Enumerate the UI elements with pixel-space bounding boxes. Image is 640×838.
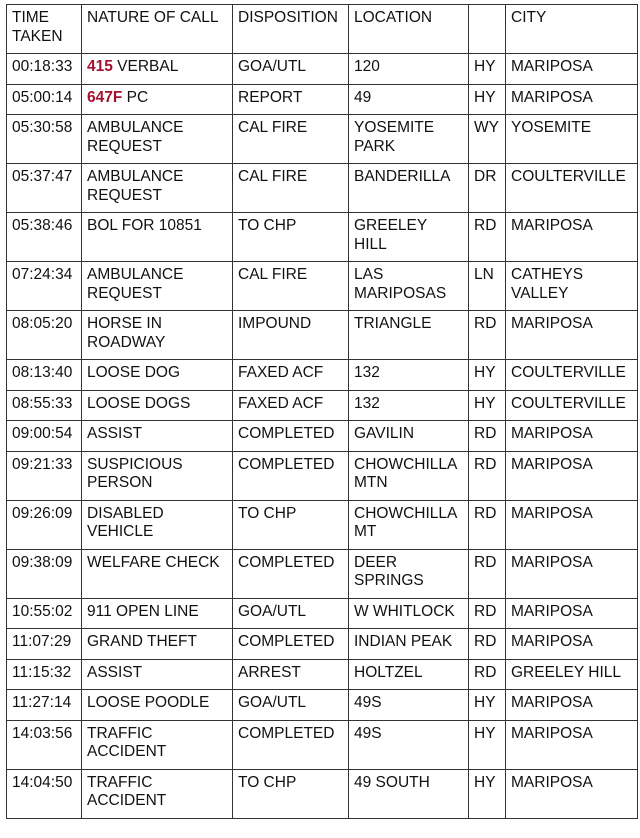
table-row: [7, 311, 638, 360]
header-location: LOCATION: [349, 5, 469, 54]
city-cell: COULTERVILLE: [506, 164, 638, 213]
call-log-body: [7, 5, 638, 819]
location-cell: 132: [349, 390, 469, 421]
nature-of-call-cell: [82, 164, 233, 213]
time-taken-cell: 07:24:34: [7, 262, 82, 311]
location-cell: 49S: [349, 720, 469, 769]
time-taken-cell: 08:05:20: [7, 311, 82, 360]
nature-of-call-cell: [82, 659, 233, 690]
nature-text: TRAFFIC ACCIDENT: [87, 773, 167, 809]
time-taken-cell: 11:27:14: [7, 690, 82, 721]
table-row: [7, 390, 638, 421]
location-cell: INDIAN PEAK: [349, 629, 469, 660]
city-cell: MARIPOSA: [506, 629, 638, 660]
location-cell: GAVILIN: [349, 421, 469, 452]
city-cell: MARIPOSA: [506, 549, 638, 598]
street-suffix-cell: HY: [469, 54, 506, 85]
header-disposition: DISPOSITION: [233, 5, 349, 54]
location-cell: 49 SOUTH: [349, 769, 469, 818]
disposition-cell: CAL FIRE: [233, 262, 349, 311]
nature-of-call-cell: [82, 690, 233, 721]
street-suffix-cell: DR: [469, 164, 506, 213]
nature-of-call-cell: [82, 84, 233, 115]
street-suffix-cell: HY: [469, 720, 506, 769]
city-cell: MARIPOSA: [506, 720, 638, 769]
city-cell: MARIPOSA: [506, 769, 638, 818]
header-nature-of-call: NATURE OF CALL: [82, 5, 233, 54]
location-cell: CHOWCHILLA MTN: [349, 451, 469, 500]
nature-text: AMBULANCE REQUEST: [87, 119, 188, 155]
table-row: [7, 690, 638, 721]
street-suffix-cell: HY: [469, 769, 506, 818]
nature-text: AMBULANCE REQUEST: [87, 168, 188, 204]
disposition-cell: IMPOUND: [233, 311, 349, 360]
table-row: [7, 659, 638, 690]
city-cell: MARIPOSA: [506, 54, 638, 85]
time-taken-cell: 09:21:33: [7, 451, 82, 500]
nature-text: TRAFFIC ACCIDENT: [87, 724, 167, 760]
location-cell: HOLTZEL: [349, 659, 469, 690]
street-suffix-cell: RD: [469, 659, 506, 690]
street-suffix-cell: RD: [469, 421, 506, 452]
nature-of-call-cell: [82, 360, 233, 391]
time-taken-cell: 08:55:33: [7, 390, 82, 421]
header-suffix: [469, 5, 506, 54]
location-cell: 132: [349, 360, 469, 391]
city-cell: GREELEY HILL: [506, 659, 638, 690]
nature-of-call-cell: [82, 54, 233, 85]
header-city: CITY: [506, 5, 638, 54]
disposition-cell: FAXED ACF: [233, 390, 349, 421]
time-taken-cell: 14:04:50: [7, 769, 82, 818]
street-suffix-cell: HY: [469, 360, 506, 391]
street-suffix-cell: HY: [469, 84, 506, 115]
nature-text: LOOSE DOGS: [87, 394, 191, 412]
nature-text: BOL FOR 10851: [87, 217, 202, 234]
nature-text: SUSPICIOUS PERSON: [87, 455, 187, 491]
nature-of-call-cell: [82, 311, 233, 360]
city-cell: MARIPOSA: [506, 84, 638, 115]
nature-of-call-cell: [82, 500, 233, 549]
street-suffix-cell: RD: [469, 500, 506, 549]
table-row: [7, 84, 638, 115]
time-taken-cell: 10:55:02: [7, 598, 82, 629]
nature-of-call-cell: [82, 598, 233, 629]
time-taken-cell: 05:00:14: [7, 84, 82, 115]
disposition-cell: COMPLETED: [233, 451, 349, 500]
call-log-table: [6, 4, 638, 819]
disposition-cell: TO CHP: [233, 769, 349, 818]
table-row: [7, 629, 638, 660]
disposition-cell: REPORT: [233, 84, 349, 115]
table-row: [7, 720, 638, 769]
nature-text: HORSE IN ROADWAY: [87, 315, 167, 351]
nature-of-call-cell: [82, 549, 233, 598]
disposition-cell: COMPLETED: [233, 421, 349, 452]
disposition-cell: CAL FIRE: [233, 164, 349, 213]
nature-text: DISABLED VEHICLE: [87, 504, 168, 540]
city-cell: MARIPOSA: [506, 311, 638, 360]
nature-of-call-cell: [82, 629, 233, 660]
table-row: [7, 360, 638, 391]
street-suffix-cell: LN: [469, 262, 506, 311]
nature-text: AMBULANCE REQUEST: [87, 266, 188, 302]
city-cell: CATHEYS VALLEY: [506, 262, 638, 311]
city-cell: MARIPOSA: [506, 690, 638, 721]
city-cell: COULTERVILLE: [506, 390, 638, 421]
penal-code: 415: [87, 58, 113, 75]
disposition-cell: COMPLETED: [233, 629, 349, 660]
nature-text: PC: [122, 88, 149, 106]
time-taken-cell: 11:15:32: [7, 659, 82, 690]
location-cell: CHOWCHILLA MT: [349, 500, 469, 549]
street-suffix-cell: RD: [469, 549, 506, 598]
city-cell: MARIPOSA: [506, 598, 638, 629]
table-row: [7, 115, 638, 164]
header-row: [7, 5, 638, 54]
location-cell: BANDERILLA: [349, 164, 469, 213]
location-cell: W WHITLOCK: [349, 598, 469, 629]
nature-text: 911 OPEN LINE: [87, 602, 199, 620]
city-cell: YOSEMITE: [506, 115, 638, 164]
location-cell: LAS MARIPOSAS: [349, 262, 469, 311]
disposition-cell: TO CHP: [233, 213, 349, 262]
location-cell: GREELEY HILL: [349, 213, 469, 262]
table-row: [7, 54, 638, 85]
time-taken-cell: 05:37:47: [7, 164, 82, 213]
city-cell: MARIPOSA: [506, 451, 638, 500]
location-cell: 49: [349, 84, 469, 115]
disposition-cell: TO CHP: [233, 500, 349, 549]
nature-of-call-cell: [82, 213, 233, 262]
disposition-cell: GOA/UTL: [233, 598, 349, 629]
table-row: [7, 213, 638, 262]
nature-of-call-cell: [82, 262, 233, 311]
time-taken-cell: 05:30:58: [7, 115, 82, 164]
header-time-taken: TIME TAKEN: [7, 5, 82, 54]
street-suffix-cell: RD: [469, 629, 506, 660]
time-taken-cell: 14:03:56: [7, 720, 82, 769]
time-taken-cell: 08:13:40: [7, 360, 82, 391]
city-cell: COULTERVILLE: [506, 360, 638, 391]
location-cell: DEER SPRINGS: [349, 549, 469, 598]
street-suffix-cell: RD: [469, 213, 506, 262]
table-row: [7, 451, 638, 500]
penal-code: 647F: [87, 88, 123, 106]
nature-of-call-cell: [82, 769, 233, 818]
location-cell: YOSEMITE PARK: [349, 115, 469, 164]
city-cell: MARIPOSA: [506, 500, 638, 549]
disposition-cell: ARREST: [233, 659, 349, 690]
disposition-cell: CAL FIRE: [233, 115, 349, 164]
street-suffix-cell: RD: [469, 311, 506, 360]
nature-text: LOOSE DOG: [87, 364, 181, 381]
table-row: [7, 164, 638, 213]
city-cell: MARIPOSA: [506, 421, 638, 452]
time-taken-cell: 00:18:33: [7, 54, 82, 85]
nature-text: GRAND THEFT: [87, 633, 197, 650]
time-taken-cell: 11:07:29: [7, 629, 82, 660]
table-row: [7, 769, 638, 818]
street-suffix-cell: RD: [469, 598, 506, 629]
table-row: [7, 262, 638, 311]
nature-of-call-cell: [82, 390, 233, 421]
nature-of-call-cell: [82, 115, 233, 164]
street-suffix-cell: HY: [469, 690, 506, 721]
disposition-cell: GOA/UTL: [233, 54, 349, 85]
nature-text: VERBAL: [112, 58, 179, 75]
location-cell: 120: [349, 54, 469, 85]
time-taken-cell: 09:26:09: [7, 500, 82, 549]
table-row: [7, 598, 638, 629]
time-taken-cell: 05:38:46: [7, 213, 82, 262]
location-cell: TRIANGLE: [349, 311, 469, 360]
nature-text: ASSIST: [87, 425, 143, 442]
location-cell: 49S: [349, 690, 469, 721]
disposition-cell: FAXED ACF: [233, 360, 349, 391]
nature-of-call-cell: [82, 421, 233, 452]
street-suffix-cell: HY: [469, 390, 506, 421]
table-row: [7, 549, 638, 598]
table-row: [7, 421, 638, 452]
nature-of-call-cell: [82, 720, 233, 769]
city-cell: MARIPOSA: [506, 213, 638, 262]
nature-of-call-cell: [82, 451, 233, 500]
nature-text: LOOSE POODLE: [87, 694, 210, 711]
disposition-cell: COMPLETED: [233, 720, 349, 769]
nature-text: ASSIST: [87, 663, 143, 681]
nature-text: WELFARE CHECK: [87, 553, 220, 571]
time-taken-cell: 09:38:09: [7, 549, 82, 598]
table-row: [7, 500, 638, 549]
street-suffix-cell: WY: [469, 115, 506, 164]
disposition-cell: COMPLETED: [233, 549, 349, 598]
street-suffix-cell: RD: [469, 451, 506, 500]
time-taken-cell: 09:00:54: [7, 421, 82, 452]
disposition-cell: GOA/UTL: [233, 690, 349, 721]
